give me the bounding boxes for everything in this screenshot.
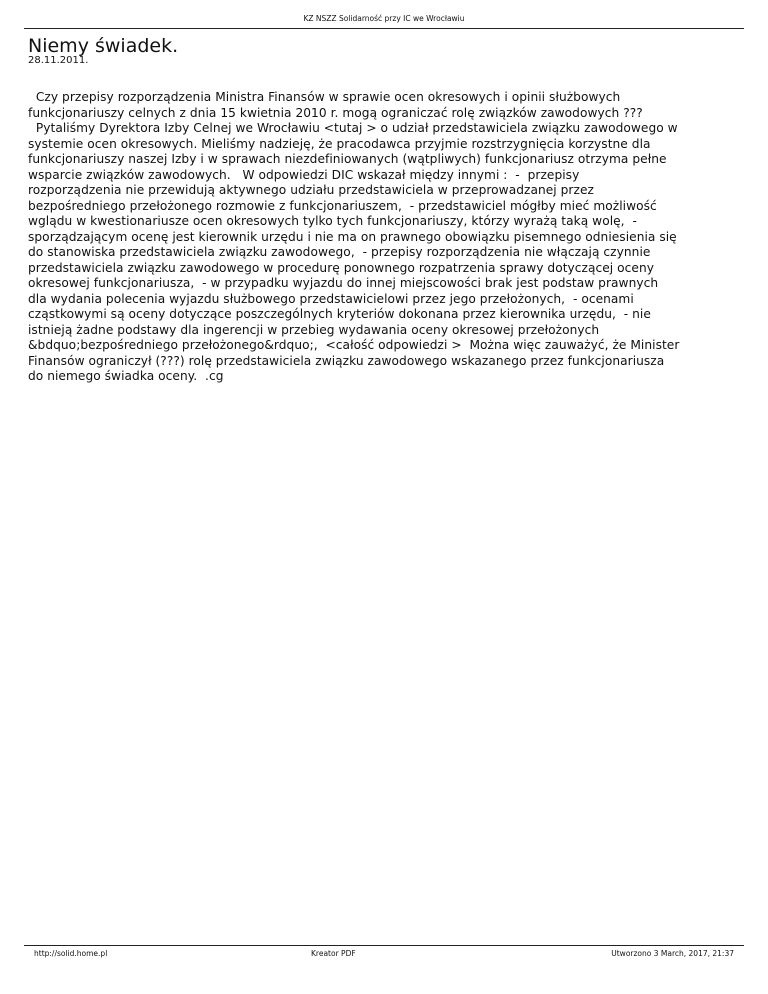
footer-created: Utworzono 3 March, 2017, 21:37 [611,949,734,958]
page-footer [24,945,744,960]
article-line: funkcjonariuszy celnych z dnia 15 kwietnia 2010 r. mogą ograniczać rolę związków zawodowych ??? [28,105,643,120]
article-line: bezpośredniego przełożonego rozmowie z funkcjonariuszem, - przedstawiciel mógłby mieć możliwość [28,198,657,213]
article-line: Finansów ograniczył (???) rolę przedstawiciela związku zawodowego wskazanego przez funkcjonariusza [28,353,665,368]
article-date: 28.11.2011. [28,55,89,66]
article-line: rozporządzenia nie przewidują aktywnego udziału przedstawiciela w przeprowadzanej przez [28,183,594,197]
article-line: systemie ocen okresowych. Mieliśmy nadzieję, że pracodawca przyjmie rozstrzygnięcia korzystne dla [28,136,651,151]
article-line: dla wydania polecenia wyjazdu służbowego przedstawicielowi przez jego przełożonych, - ocenami [28,291,634,306]
footer-url: http://solid.home.pl [34,949,108,958]
article-line: do niemego świadka oceny. .cg [28,369,224,383]
article-title: Niemy świadek. [28,35,179,57]
article-line: &bdquo;bezpośredniego przełożonego&rdquo;, <całość odpowiedzi > Można więc zauważyć, że Minister [28,338,680,352]
article-line: funkcjonariuszy naszej Izby i w sprawach niezdefiniowanych (wątpliwych) funkcjonariusz otrzyma pełne [28,152,667,166]
article-line: sporządzającym ocenę jest kierownik urzędu i nie ma on prawnego obowiązku pisemnego odniesienia się [28,229,677,244]
header-text: KZ NSZZ Solidarność przy IC we Wrocławiu [303,14,465,23]
article-line: Czy przepisy rozporządzenia Ministra Finansów w sprawie ocen okresowych i opinii służbowych [28,90,621,104]
article-line: wsparcie związków zawodowych. W odpowiedzi DIC wskazał między innymi : - przepisy [28,167,580,182]
article-line: okresowej funkcjonariusza, - w przypadku wyjazdu do innej miejscowości brak jest podstaw prawnych [28,276,659,290]
article-body [28,90,740,385]
article-line: przedstawiciela związku zawodowego w procedurę ponownego rozpatrzenia sprawy dotyczącej oceny [28,260,655,275]
article-line: Pytaliśmy Dyrektora Izby Celnej we Wrocławiu <tutaj > o udział przedstawiciela związku zawodowego w [28,121,678,135]
footer-generator: Kreator PDF [311,949,356,958]
article-line: wglądu w kwestionariusze ocen okresowych tylko tych funkcjonariuszy, którzy wyrażą taką wolę, - [28,214,637,228]
page-header [24,13,744,29]
article-line: istnieją żadne podstawy dla ingerencji w przebieg wydawania oceny okresowej przełożonych [28,322,600,337]
article-line: do stanowiska przedstawiciela związku zawodowego, - przepisy rozporządzenia nie włączają czynnie [28,245,651,259]
article-line: cząstkowymi są oceny dotyczące poszczególnych kryteriów dokonana przez kierownika urzędu, - nie [28,307,651,321]
